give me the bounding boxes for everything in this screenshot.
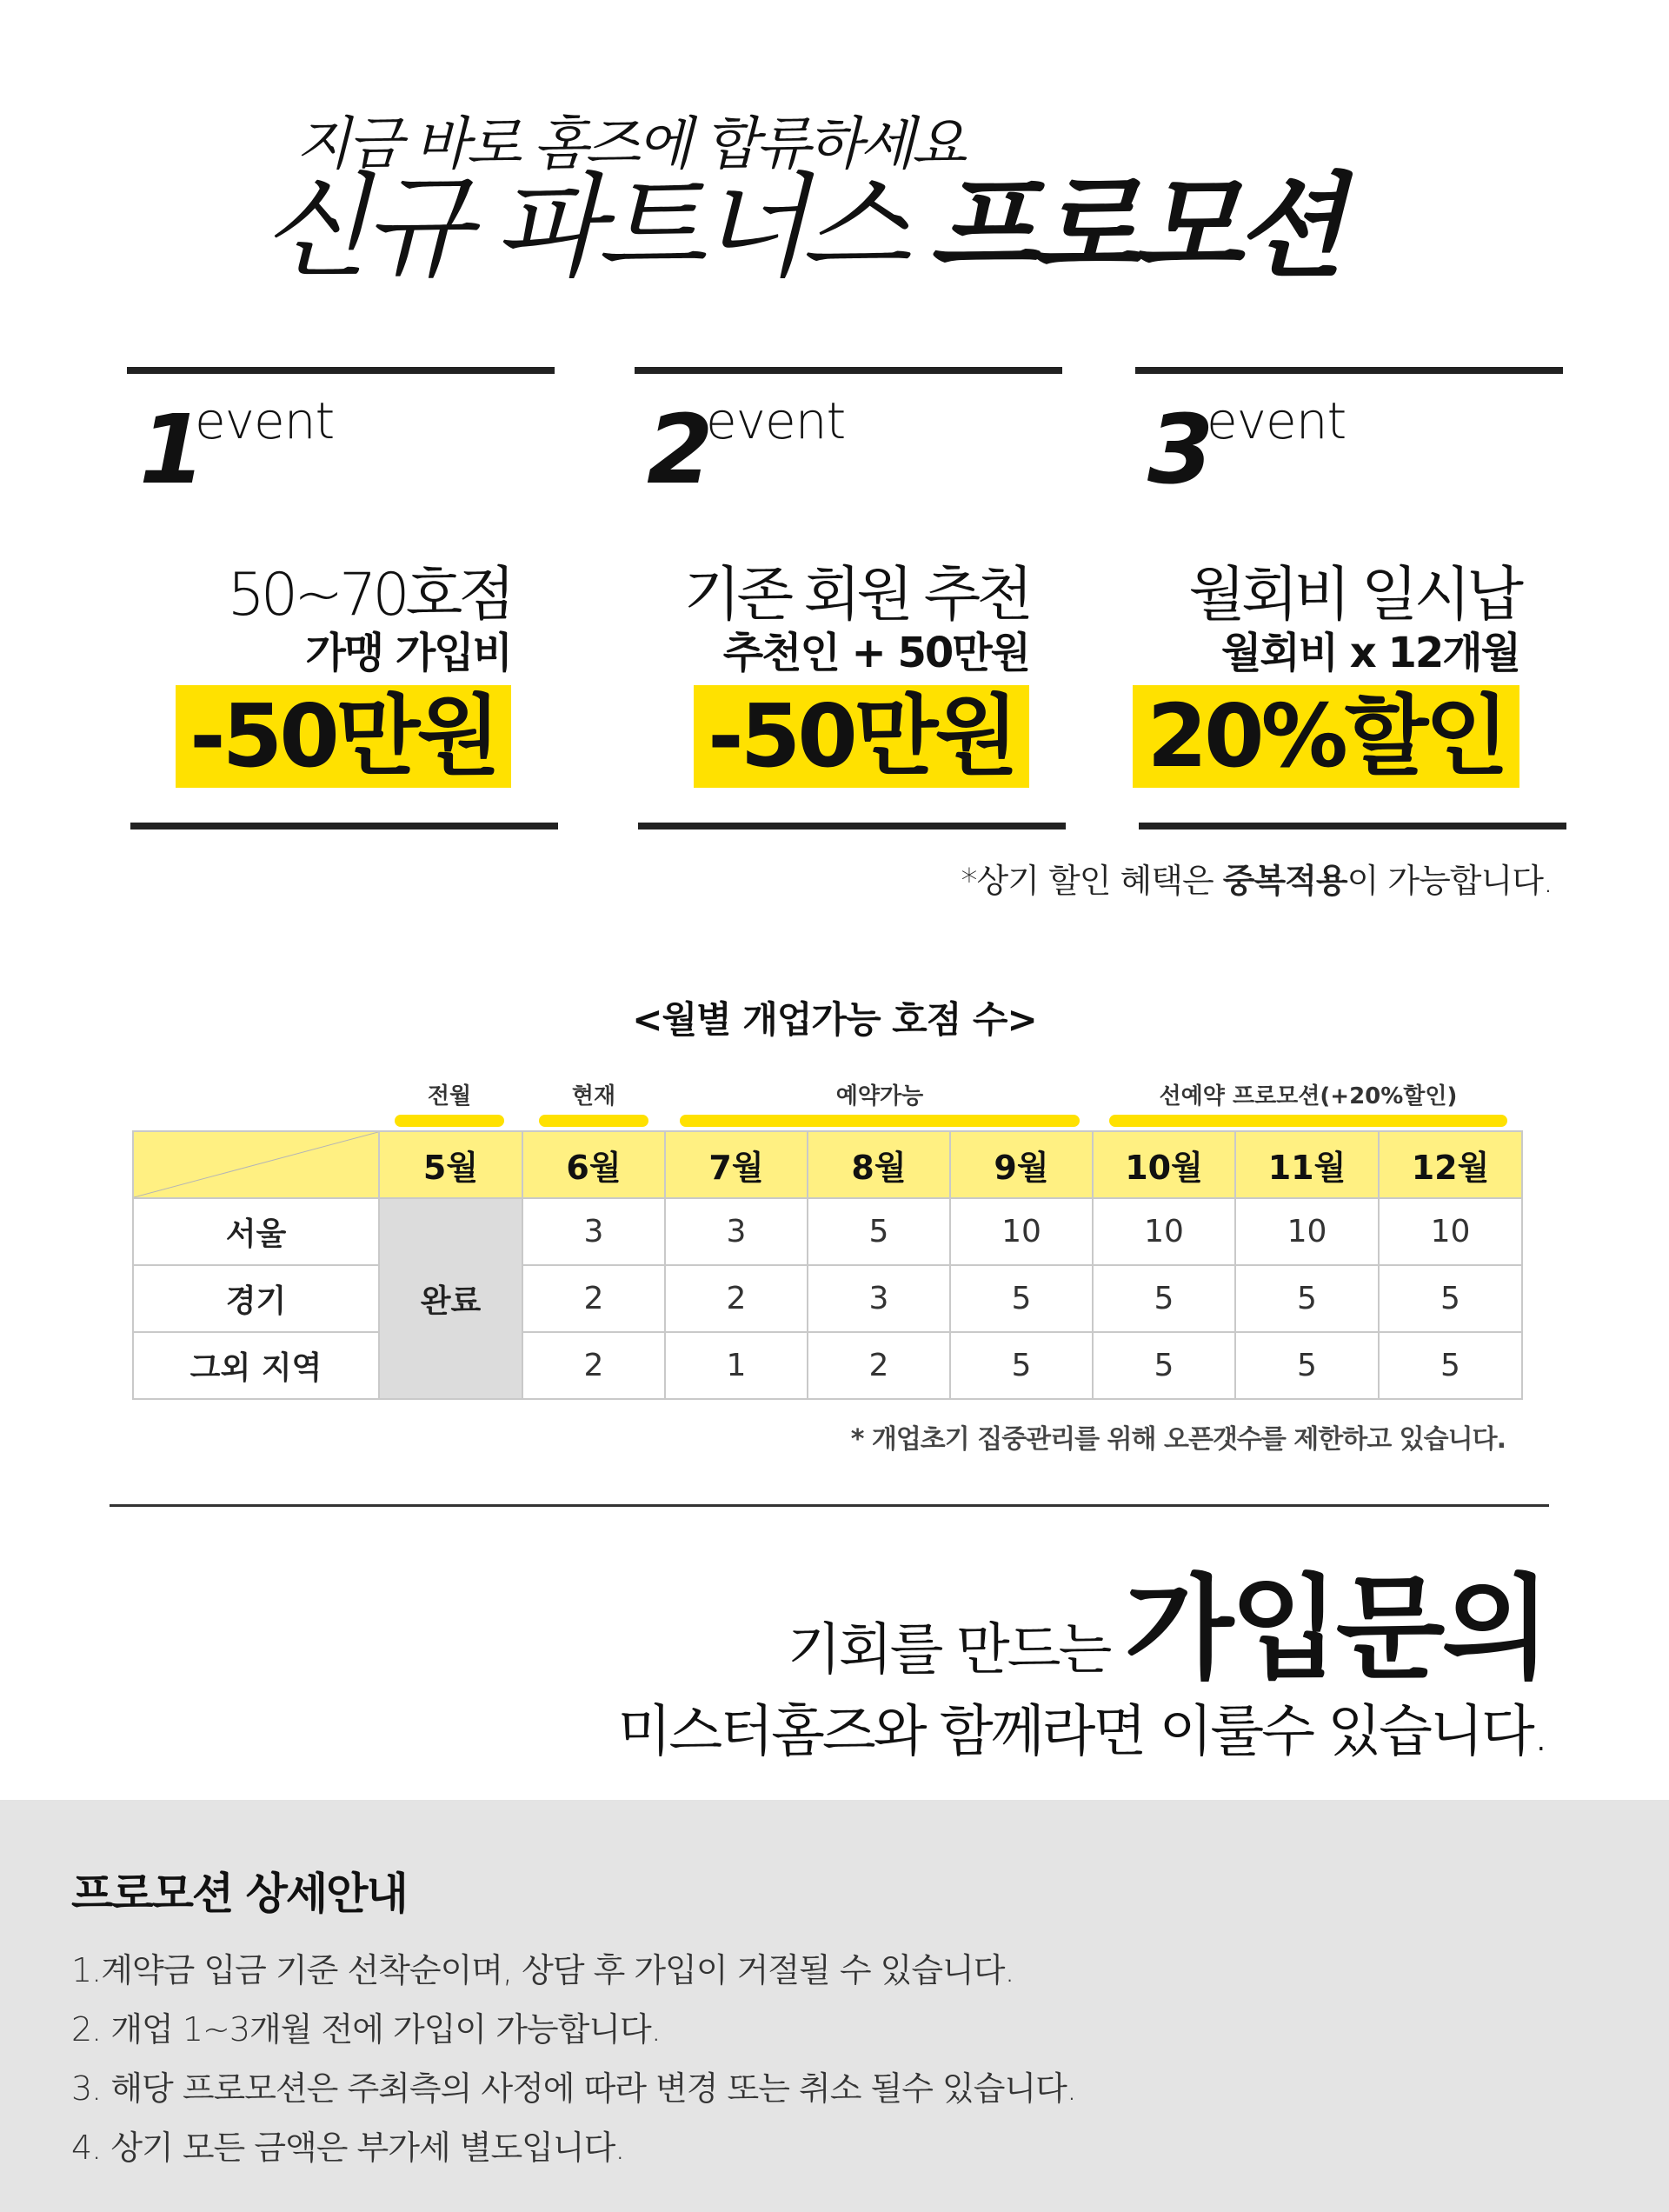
value-cell: 2 xyxy=(665,1265,808,1332)
event-number: 3 xyxy=(1147,394,1211,505)
list-item: 2. 개업 1~3개월 전에 가입이 가능합니다. xyxy=(71,2010,661,2049)
note-bold: 중복적용 xyxy=(1222,862,1347,900)
value-cell: 5 xyxy=(1093,1265,1235,1332)
period-label-prev xyxy=(395,1078,504,1127)
event-discount-badge: 20%할인 xyxy=(1133,685,1519,788)
region-cell: 경기 xyxy=(133,1265,379,1332)
event-main-text: 기존 회원 추천 xyxy=(683,561,1029,630)
completed-cell: 완료 xyxy=(379,1198,522,1399)
value-cell: 5 xyxy=(1235,1265,1379,1332)
period-highlight-bar xyxy=(680,1115,1080,1127)
list-item: 4. 상기 모든 금액은 부가세 별도입니다. xyxy=(71,2129,625,2167)
hero-title-light: 신규 파트너스 xyxy=(261,161,903,293)
period-highlight-bar xyxy=(1109,1115,1507,1127)
details-title: 프로모션 상세안내 xyxy=(71,1869,407,1919)
diagonal-divider-icon xyxy=(134,1132,378,1197)
value-cell: 2 xyxy=(522,1265,665,1332)
month-header: 5월 xyxy=(379,1131,522,1198)
value-cell: 5 xyxy=(1235,1332,1379,1399)
period-label-promotion xyxy=(1109,1078,1507,1127)
value-cell: 10 xyxy=(1235,1198,1379,1265)
hero-title xyxy=(261,161,1339,293)
event-card-3 xyxy=(1135,367,1563,830)
event-card-1 xyxy=(127,367,555,830)
details-list xyxy=(71,1941,1076,2177)
table-row xyxy=(133,1265,1522,1332)
period-label-reservable xyxy=(680,1078,1080,1127)
inquiry-lead: 기회를 만드는 xyxy=(788,1618,1125,1682)
inquiry-title: 가입문의 xyxy=(1124,1562,1547,1695)
region-cell: 서울 xyxy=(133,1198,379,1265)
value-cell: 3 xyxy=(665,1198,808,1265)
month-header: 11월 xyxy=(1235,1131,1379,1198)
value-cell: 10 xyxy=(950,1198,1093,1265)
table-row xyxy=(133,1198,1522,1265)
event-label: event xyxy=(195,391,335,450)
month-header: 6월 xyxy=(522,1131,665,1198)
event-label: event xyxy=(706,391,846,450)
period-highlight-bar xyxy=(395,1115,504,1127)
value-cell: 1 xyxy=(665,1332,808,1399)
event-sub-text: 월회비 x 12개월 xyxy=(1220,629,1519,677)
event-sub-text: 추천인 + 50만원 xyxy=(722,629,1029,677)
value-cell: 5 xyxy=(1379,1332,1522,1399)
value-cell: 3 xyxy=(522,1198,665,1265)
value-cell: 5 xyxy=(808,1198,950,1265)
period-text: 전월 xyxy=(427,1083,472,1109)
section-divider xyxy=(110,1504,1549,1507)
event-discount-badge: -50만원 xyxy=(694,685,1029,788)
event-bottom-rule xyxy=(638,823,1066,830)
table-row xyxy=(133,1332,1522,1399)
event-label: event xyxy=(1207,391,1347,450)
event-main-text: 월회비 일시납 xyxy=(1188,561,1519,630)
schedule-title: <월별 개업가능 호점 수> xyxy=(632,998,1037,1041)
value-cell: 5 xyxy=(1093,1332,1235,1399)
month-header: 7월 xyxy=(665,1131,808,1198)
value-cell: 5 xyxy=(950,1332,1093,1399)
month-header: 8월 xyxy=(808,1131,950,1198)
period-label-current xyxy=(539,1078,648,1127)
inquiry-heading xyxy=(788,1562,1547,1695)
event-bottom-rule xyxy=(130,823,558,830)
period-highlight-bar xyxy=(539,1115,648,1127)
value-cell: 5 xyxy=(950,1265,1093,1332)
period-text: 예약가능 xyxy=(835,1083,924,1109)
period-text: 선예약 프로모션(+20%할인) xyxy=(1159,1083,1458,1109)
table-header-row xyxy=(133,1131,1522,1198)
monthly-openings-table xyxy=(132,1130,1523,1400)
event-top-rule xyxy=(635,367,1062,374)
value-cell: 2 xyxy=(522,1332,665,1399)
opening-cap-note: * 개업초기 집중관리를 위해 오픈갯수를 제한하고 있습니다. xyxy=(850,1424,1506,1455)
value-cell: 2 xyxy=(808,1332,950,1399)
event-bottom-rule xyxy=(1139,823,1566,830)
value-cell: 5 xyxy=(1379,1265,1522,1332)
duplicate-discount-note xyxy=(961,854,1553,902)
region-cell: 그외 지역 xyxy=(133,1332,379,1399)
note-suffix: 이 가능합니다. xyxy=(1347,862,1553,900)
event-number: 1 xyxy=(139,394,203,505)
event-card-2 xyxy=(635,367,1062,830)
hero-title-bold: 프로모션 xyxy=(928,161,1339,293)
value-cell: 10 xyxy=(1379,1198,1522,1265)
month-header: 9월 xyxy=(950,1131,1093,1198)
month-header: 12월 xyxy=(1379,1131,1522,1198)
list-item: 1.계약금 입금 기준 선착순이며, 상담 후 가입이 거절될 수 있습니다. xyxy=(71,1951,1014,1989)
period-text: 현재 xyxy=(571,1083,616,1109)
promotion-details-section xyxy=(0,1800,1669,2212)
value-cell: 3 xyxy=(808,1265,950,1332)
list-item: 3. 해당 프로모션은 주최측의 사정에 따라 변경 또는 취소 될수 있습니다. xyxy=(71,2069,1076,2108)
inquiry-tagline: 미스터홈즈와 함께라면 이룰수 있습니다. xyxy=(617,1700,1547,1764)
event-top-rule xyxy=(127,367,555,374)
event-number: 2 xyxy=(647,394,710,505)
event-sub-text: 가맹 가입비 xyxy=(305,629,511,677)
event-top-rule xyxy=(1135,367,1563,374)
table-corner-cell xyxy=(133,1131,379,1198)
event-main-text: 50~70호점 xyxy=(227,561,511,630)
month-header: 10월 xyxy=(1093,1131,1235,1198)
value-cell: 10 xyxy=(1093,1198,1235,1265)
note-prefix: *상기 할인 혜택은 xyxy=(961,862,1223,900)
hero-subtitle: 지금 바로 홈즈에 합류하세요 xyxy=(296,110,964,177)
event-discount-badge: -50만원 xyxy=(176,685,511,788)
